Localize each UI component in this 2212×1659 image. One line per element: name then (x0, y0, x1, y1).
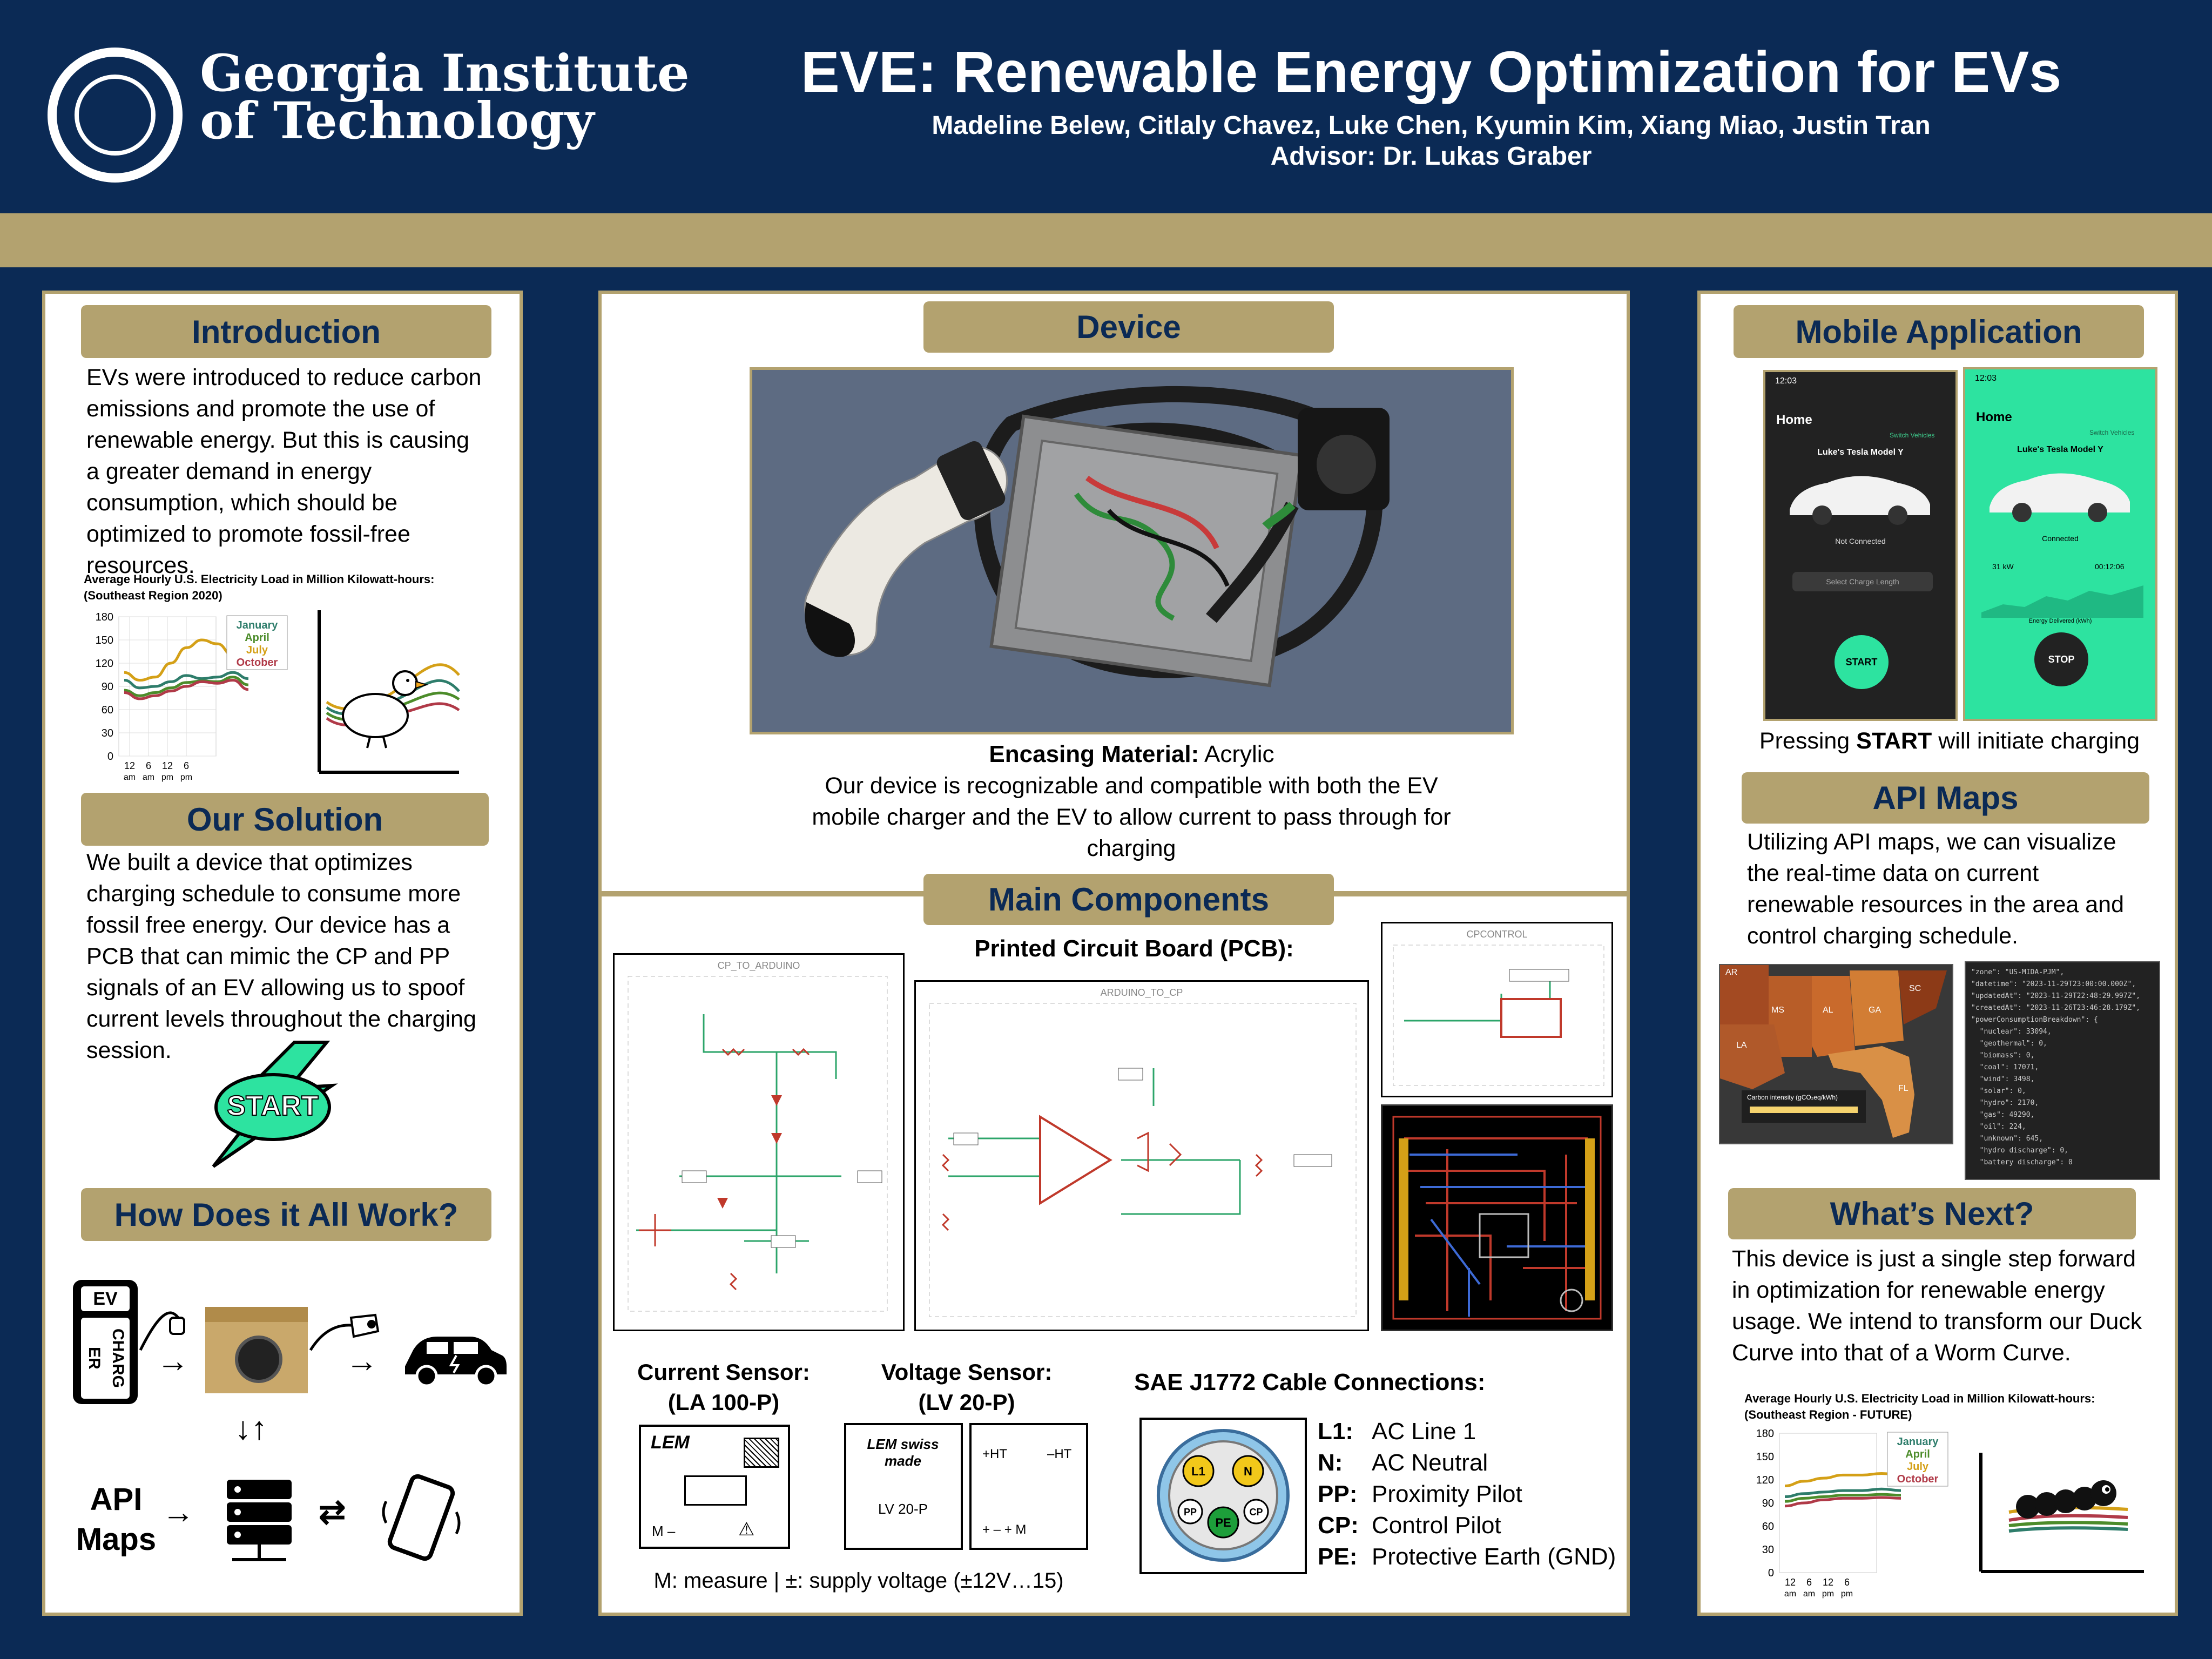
map-state-al: AL (1823, 1006, 1833, 1015)
voltage-sensor-label (864, 1357, 1069, 1418)
arrow-right-icon-2: → (346, 1343, 378, 1379)
cable-heading: SAE J1772 Cable Connections: (1134, 1369, 1486, 1395)
current-sensor-brand: LEM (651, 1432, 690, 1453)
json-lines (1971, 967, 2154, 1169)
pin-legend-row (1318, 1541, 1620, 1573)
x-tick-label: am (1784, 1589, 1797, 1599)
device-material (750, 739, 1514, 770)
warning-icon: ⚠ (738, 1519, 755, 1540)
legend-item: April (245, 632, 269, 644)
legend-item: January (1897, 1436, 1939, 1448)
y-tick-label: 180 (95, 611, 113, 623)
current-sensor-label (621, 1357, 826, 1418)
schematic-3-lines (1382, 940, 1611, 1096)
device-heading: Device (923, 301, 1334, 353)
pin-pe-label: PE (1215, 1516, 1231, 1529)
api-text: Utilizing API maps, we can visualize the real-time data on current renewable resources in the area and control charging schedule. (1747, 829, 2124, 949)
pin-key: PE: (1318, 1543, 1358, 1570)
pcb-layout-traces (1382, 1106, 1611, 1330)
electric-car-icon (400, 1328, 508, 1388)
pin-plus-ht: +HT (982, 1447, 1008, 1461)
map-state-ms: MS (1771, 1006, 1784, 1015)
material-value: Acrylic (1199, 741, 1274, 767)
chart2-title: Average Hourly U.S. Electricity Load in Million Kilowatt-hours: (Southeast Region - FUTURE) (1744, 1392, 2095, 1421)
voltage-sensor-front (844, 1423, 963, 1550)
worm-curve-illustration (1977, 1447, 2149, 1577)
api-json-response (1965, 961, 2160, 1180)
pin-minus-ht: –HT (1047, 1447, 1072, 1461)
y-tick-label: 120 (1756, 1474, 1774, 1486)
device-description: Our device is recognizable and compatible with both the EV mobile charger and the EV to allow current to pass through for charging (812, 773, 1451, 861)
json-line: "battery discharge": 0 (1971, 1158, 2073, 1166)
y-tick-label: 150 (1756, 1451, 1774, 1463)
bidirectional-arrow-icon: ↓↑ (235, 1410, 267, 1446)
schematic-3-title: CPCONTROL (1466, 929, 1528, 940)
schematic-2-lines (916, 998, 1367, 1327)
y-tick-label: 30 (101, 727, 113, 739)
phone1-start-button[interactable]: START (1835, 635, 1889, 689)
pin-legend (1318, 1416, 1620, 1573)
pin-value: Protective Earth (GND) (1372, 1543, 1616, 1570)
x-tick-label: 6 (1844, 1577, 1850, 1588)
institution-logo-text (200, 44, 690, 151)
x-tick-label: pm (180, 773, 193, 782)
phone2-energy-graph (1981, 580, 2143, 618)
legend-item: October (1897, 1473, 1939, 1485)
x-tick-label: 12 (1822, 1577, 1834, 1588)
pin-key: L1: (1318, 1418, 1353, 1445)
json-line: "nuclear": 33094, (1971, 1028, 2052, 1036)
next-text: This device is just a single step forward in optimization for renewable energy usage. We intend to transform our Duck Curve into that of a Worm Curve. (1732, 1246, 2142, 1366)
json-line: "powerConsumptionBreakdown": { (1971, 1016, 2098, 1024)
pin-legend-row (1318, 1510, 1620, 1541)
sensor-note: M: measure | ±: supply voltage (±12V…15) (653, 1569, 1064, 1593)
exchange-arrows-icon: ⇄ (319, 1494, 346, 1530)
carbon-map (1719, 964, 1953, 1144)
charger-ev-label: EV (81, 1286, 130, 1311)
start-icon-label: START (227, 1090, 319, 1122)
pin-l1-label: L1 (1191, 1465, 1205, 1478)
x-tick-label: 6 (145, 760, 152, 771)
api-heading: API Maps (1742, 772, 2149, 824)
y-tick-label: 30 (1762, 1544, 1774, 1556)
x-tick-label: am (123, 773, 136, 782)
map-state-ar: AR (1725, 968, 1738, 977)
gt-seal-logo (48, 48, 183, 183)
json-line: "datetime": "2023-11-29T23:00:00.000Z", (1971, 980, 2136, 988)
y-tick-label: 150 (95, 635, 113, 646)
json-line: "gas": 49290, (1971, 1111, 2035, 1119)
device-port-icon (235, 1336, 282, 1383)
json-line: "zone": "US-MIDA-PJM", (1971, 968, 2065, 976)
voltage-sensor-model-print: LV 20-P (878, 1501, 928, 1517)
pin-key: CP: (1318, 1512, 1359, 1539)
current-sensor-diagram (639, 1425, 790, 1549)
pin-legend-row (1318, 1447, 1620, 1479)
map-state-sc: SC (1909, 984, 1921, 993)
phone2-car-name: Luke's Tesla Model Y (2017, 445, 2103, 454)
duck-curve-illustration (316, 610, 462, 778)
charger-text-label: CHARG ER (81, 1318, 130, 1399)
chart2-svg (1742, 1427, 1990, 1600)
phone-icon (378, 1469, 464, 1566)
legend-item: January (236, 619, 278, 631)
current-sensor-model: (LA 100-P) (667, 1390, 780, 1415)
schematic-cp-to-arduino (613, 953, 905, 1331)
pin-n-label: N (1244, 1465, 1252, 1478)
schematic-1-title: CP_TO_ARDUINO (717, 960, 800, 971)
legend-item: July (1906, 1461, 1929, 1473)
solution-text: We built a device that optimizes charging schedule to consume more fossil free energy. Our device has a PCB that can mimic the CP and PP signals of an EV allowing us to spoof current levels throughout the charging session. (86, 849, 476, 1063)
device-box-icon (205, 1307, 308, 1393)
y-tick-label: 0 (1768, 1567, 1774, 1579)
phone1-time: 12:03 (1775, 376, 1797, 386)
phone1-status: Not Connected (1835, 537, 1886, 545)
j1772-connector-svg (1142, 1420, 1305, 1572)
phone2-home: Home (1976, 410, 2012, 424)
plot-area (1779, 1433, 1877, 1573)
phone1-charge-length-select[interactable]: Select Charge Length (1792, 572, 1933, 591)
server-icon (221, 1474, 297, 1566)
x-tick-label: 12 (124, 760, 136, 771)
pin-value: Proximity Pilot (1372, 1481, 1522, 1507)
schematic-cpcontrol (1381, 922, 1613, 1097)
y-tick-label: 60 (1762, 1521, 1774, 1533)
voltage-sensor-brand: LEM swiss made (867, 1436, 939, 1469)
x-tick-label: pm (1822, 1589, 1835, 1599)
how-heading: How Does it All Work? (81, 1188, 491, 1241)
phone-screen-not-connected (1763, 370, 1958, 721)
caption-pre: Pressing (1759, 728, 1857, 754)
device-photo-illustration (752, 370, 1511, 732)
advisor: Advisor: Dr. Lukas Graber (1270, 142, 1592, 171)
phone2-car-image (1984, 464, 2135, 523)
x-tick-label: pm (1840, 1589, 1853, 1599)
logo-line-1: Georgia Institute (200, 44, 690, 103)
y-tick-label: 180 (1756, 1428, 1774, 1440)
mobile-heading: Mobile Application (1734, 305, 2144, 358)
legend-item: April (1905, 1448, 1930, 1460)
poster-title: EVE: Renewable Energy Optimization for EVs (800, 39, 2062, 104)
pin-key: N: (1318, 1449, 1343, 1476)
voltage-sensor-title: Voltage Sensor: (881, 1359, 1053, 1385)
pin-pp-label: PP (1183, 1507, 1197, 1518)
introduction-text: EVs were introduced to reduce carbon emissions and promote the use of renewable energy. But this is causing a greater demand in energy consumption, which should be optimized to promote fossil-free resources. (86, 365, 482, 578)
chart1-svg (81, 610, 340, 788)
phone1-car-name: Luke's Tesla Model Y (1817, 448, 1904, 457)
phone1-car-image (1784, 467, 1936, 526)
json-line: "oil": 224, (1971, 1123, 2026, 1131)
map-legend-label: Carbon intensity (gCO₂eq/kWh) (1747, 1094, 1838, 1101)
sensor-aperture (684, 1475, 747, 1506)
voltage-sensor-model: (LV 20-P) (918, 1390, 1015, 1415)
json-line: "unknown": 645, (1971, 1135, 2044, 1143)
y-tick-label: 0 (107, 751, 113, 763)
json-line: "geothermal": 0, (1971, 1040, 2047, 1048)
hatched-window (744, 1438, 779, 1468)
arrow-right-icon: → (157, 1343, 189, 1379)
y-tick-label: 120 (95, 658, 113, 670)
legend-item: October (236, 657, 278, 669)
json-line: "hydro": 2170, (1971, 1099, 2039, 1107)
pin-cp-label: CP (1249, 1507, 1263, 1518)
sensor-pin-m: M – (652, 1523, 676, 1539)
gold-divider-bar (0, 213, 2212, 267)
map-state-ga: GA (1869, 1006, 1881, 1015)
phone1-switch-link[interactable]: Switch Vehicles (1890, 431, 1935, 439)
components-heading: Main Components (923, 874, 1334, 925)
phone2-power: 31 kW (1992, 562, 2014, 571)
json-line: "coal": 17071, (1971, 1063, 2039, 1071)
x-tick-label: pm (161, 773, 174, 782)
introduction-heading: Introduction (81, 305, 491, 358)
phone1-home: Home (1776, 413, 1812, 427)
json-line: "createdAt": "2023-11-26T23:46:28.179Z", (1971, 1004, 2141, 1012)
x-tick-label: 6 (183, 760, 190, 771)
caption-post: will initiate charging (1932, 728, 2140, 754)
json-line: "solar": 0, (1971, 1087, 2026, 1095)
map-state-fl: FL (1898, 1084, 1908, 1093)
x-tick-label: am (1803, 1589, 1816, 1599)
phone2-time: 12:03 (1975, 374, 1997, 383)
json-line: "biomass": 0, (1971, 1051, 2035, 1060)
api-maps-label: API Maps (76, 1482, 157, 1557)
phone2-status: Connected (2042, 534, 2079, 543)
current-sensor-title: Current Sensor: (637, 1359, 810, 1385)
pcb-layout-image (1381, 1104, 1613, 1331)
schematic-2-title: ARDUINO_TO_CP (1100, 987, 1183, 998)
y-tick-label: 90 (1762, 1498, 1774, 1509)
pin-row: + – + M (982, 1522, 1027, 1537)
solution-heading: Our Solution (81, 793, 489, 846)
voltage-sensor-back (969, 1423, 1088, 1550)
schematic-arduino-to-cp (914, 980, 1369, 1331)
next-heading: What’s Next? (1728, 1188, 2136, 1239)
pin-value: Control Pilot (1372, 1512, 1501, 1539)
charger-station-icon (73, 1280, 138, 1404)
pin-legend-row (1318, 1479, 1620, 1510)
phone2-energy-label: Energy Delivered (kWh) (2028, 618, 2092, 624)
schematic-1-lines (615, 971, 903, 1327)
chart1-title: Average Hourly U.S. Electricity Load in Million Kilowatt-hours: (Southeast Region 2020) (84, 572, 435, 602)
j1772-connector-diagram (1139, 1418, 1307, 1574)
device-photo (750, 367, 1514, 734)
material-label: Encasing Material: (989, 741, 1199, 767)
json-line: "updatedAt": "2023-11-29T22:48:29.997Z", (1971, 992, 2141, 1000)
phone2-stop-button[interactable]: STOP (2034, 632, 2088, 686)
x-tick-label: 12 (161, 760, 173, 771)
pin-legend-row (1318, 1416, 1620, 1447)
x-tick-label: am (142, 773, 155, 782)
x-tick-label: 6 (1806, 1577, 1812, 1588)
pin-key: PP: (1318, 1481, 1358, 1507)
json-line: "hydro discharge": 0, (1971, 1147, 2069, 1155)
map-state-la: LA (1736, 1041, 1747, 1050)
pin-value: AC Line 1 (1372, 1418, 1476, 1445)
phone-screen-connected (1963, 367, 2157, 721)
phone2-switch-link[interactable]: Switch Vehicles (2089, 429, 2135, 436)
logo-line-2: of Technology (200, 91, 595, 151)
pin-value: AC Neutral (1372, 1449, 1488, 1476)
caption-start: START (1856, 728, 1932, 754)
json-line: "wind": 3498, (1971, 1075, 2035, 1083)
mobile-caption (1728, 728, 2171, 754)
phone2-timer: 00:12:06 (2095, 562, 2125, 571)
x-tick-label: 12 (1784, 1577, 1796, 1588)
authors: Madeline Belew, Citlaly Chavez, Luke Chen, Kyumin Kim, Xiang Miao, Justin Tran (932, 111, 1931, 140)
pcb-label: Printed Circuit Board (PCB): (974, 935, 1294, 962)
arrow-right-icon-3: → (162, 1494, 194, 1530)
y-tick-label: 60 (101, 704, 113, 716)
y-tick-label: 90 (101, 681, 113, 693)
legend-item: July (246, 644, 268, 656)
